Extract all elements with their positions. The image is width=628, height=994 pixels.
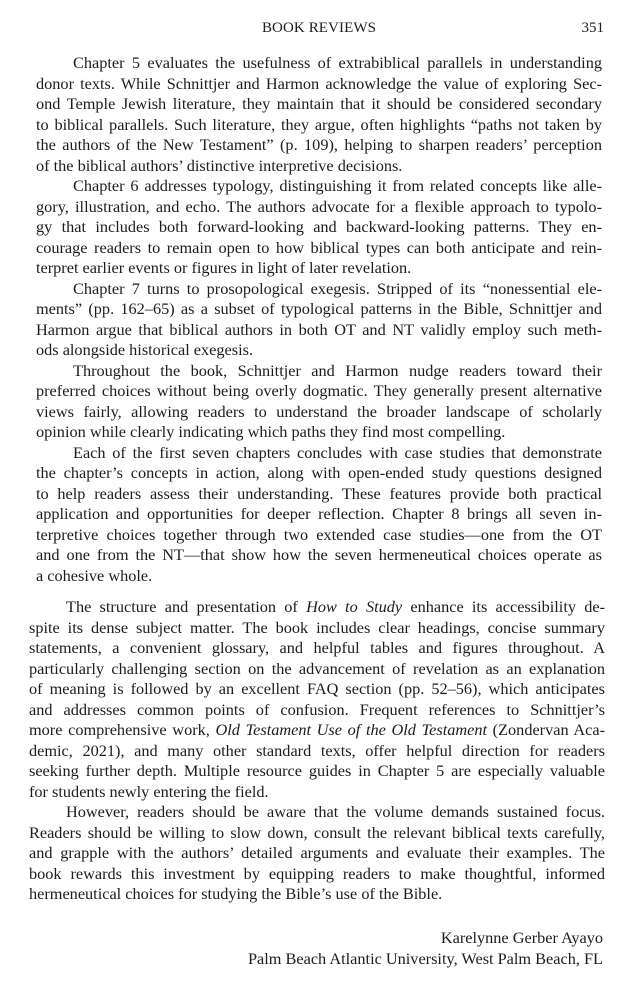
text-line: preferred choices without being overly dogmatic. They generally present alternative (36, 381, 602, 400)
text-line: Readers should be willing to slow down, consult the relevant biblical texts carefully, (29, 822, 605, 842)
text-line: Chapter 7 turns to prosopological exegesis. Stripped of its “nonessential ele- (73, 278, 602, 298)
text-line: hermeneutical choices for studying the Bible’s use of the Bible. (29, 884, 443, 903)
paragraph-chapter-6 (36, 176, 602, 279)
text-line: donor texts. While Schnittjer and Harmon acknowledge the value of exploring Sec- (36, 73, 602, 93)
text-line: the authors of the New Testament” (p. 109), helping to sharpen readers’ perception (36, 135, 602, 154)
page-number: 351 (581, 20, 604, 36)
paragraph-throughout (36, 361, 602, 443)
text-line: seeking further depth. Multiple resource guides in Chapter 5 are especially valuable (29, 761, 605, 780)
text-line: The structure and presentation of How to Study enhance its accessibility de- (66, 597, 606, 616)
book-title-italic: How to Study (306, 597, 403, 616)
text-line: Harmon argue that biblical authors in both OT and NT validly employ such meth- (36, 319, 602, 339)
text-line: and one from the NT—that show how the seven hermeneutical choices operate as (36, 545, 602, 564)
text-line: terpret earlier events or figures in light of later revelation. (36, 258, 412, 277)
text-line: and grapple with the authors’ detailed arguments and evaluate their examples. The (29, 843, 605, 862)
text-line: opinion while clearly indicating which paths they find most compelling. (36, 422, 506, 441)
text-line: and addresses common points of confusion. Frequent references to Schnittjer’s (29, 699, 605, 719)
text-line: Chapter 5 evaluates the usefulness of extrabiblical parallels in understanding (73, 53, 602, 72)
running-head-title: BOOK REVIEWS (261, 20, 377, 36)
body-text-upper (36, 53, 602, 586)
text-line: Each of the first seven chapters concludes with case studies that demonstrate (73, 442, 602, 462)
text-line: to biblical parallels. Such literature, they argue, often highlights “paths not taken by (36, 114, 602, 134)
paragraph-case-studies (36, 443, 602, 587)
reviewer-name: Karelynne Gerber Ayayo (440, 928, 603, 947)
text-line: more comprehensive work, Old Testament Use of the Old Testament (Zondervan Aca- (29, 720, 605, 739)
text-line: book rewards this investment by equipping readers to make thoughtful, informed (29, 863, 605, 883)
text-line: demic, 2021), and many other standard texts, offer helpful direction for readers (29, 740, 605, 760)
text-line: application and opportunities for deeper reflection. Chapter 8 brings all seven in- (36, 504, 602, 523)
text-line: to help readers assess their understanding. These features provide both practical (36, 483, 602, 503)
text-line: statements, a convenient glossary, and helpful tables and figures throughout. A (29, 638, 605, 657)
text-line: Chapter 6 addresses typology, distinguishing it from related concepts like alle- (73, 176, 602, 195)
paragraph-however (29, 802, 605, 905)
text-line: ond Temple Jewish literature, they maintain that it should be considered secondary (36, 94, 602, 113)
text-line: ods alongside historical exegesis. (36, 340, 254, 359)
reviewer-signature (248, 927, 603, 969)
paragraph-chapter-7 (36, 279, 602, 361)
running-head (0, 20, 628, 38)
text-line: of meaning is followed by an excellent FAQ section (pp. 52–56), which anticipates (29, 679, 605, 698)
text-line: gory, illustration, and echo. The authors advocate for a flexible approach to typolo- (36, 196, 602, 216)
paragraph-chapter-5 (36, 53, 602, 176)
text-line: However, readers should be aware that the volume demands sustained focus. (66, 802, 605, 821)
text-line: gy that includes both forward-looking and backward-looking patterns. They en- (36, 217, 602, 236)
reviewer-affiliation: Palm Beach Atlantic University, West Palm Beach, FL (247, 949, 603, 968)
text-line: views fairly, allowing readers to understand the broader landscape of scholarly (36, 401, 602, 421)
text-line: spite its dense subject matter. The book includes clear headings, concise summary (29, 617, 605, 637)
book-title-italic: Old Testament Use of the Old Testament (215, 720, 488, 739)
text-line: a cohesive whole. (36, 565, 153, 585)
text-line: ments” (pp. 162–65) as a subset of typological patterns in the Bible, Schnittjer and (36, 299, 602, 318)
text-line: terpretive choices together through two extended case studies—one from the OT (36, 524, 602, 544)
text-line: Throughout the book, Schnittjer and Harmon nudge readers toward their (73, 360, 602, 380)
text-line: the chapter’s concepts in action, along with open-ended study questions designed (36, 463, 602, 482)
body-text-lower (29, 597, 605, 905)
text-line: of the biblical authors’ distinctive interpretive decisions. (36, 155, 403, 175)
paragraph-structure (29, 597, 605, 802)
text-line: for students newly entering the field. (29, 781, 269, 801)
text-line: courage readers to remain open to how biblical types can both anticipate and rein- (36, 237, 602, 257)
text-line: particularly challenging section on the advancement of revelation as an explanation (29, 658, 605, 678)
